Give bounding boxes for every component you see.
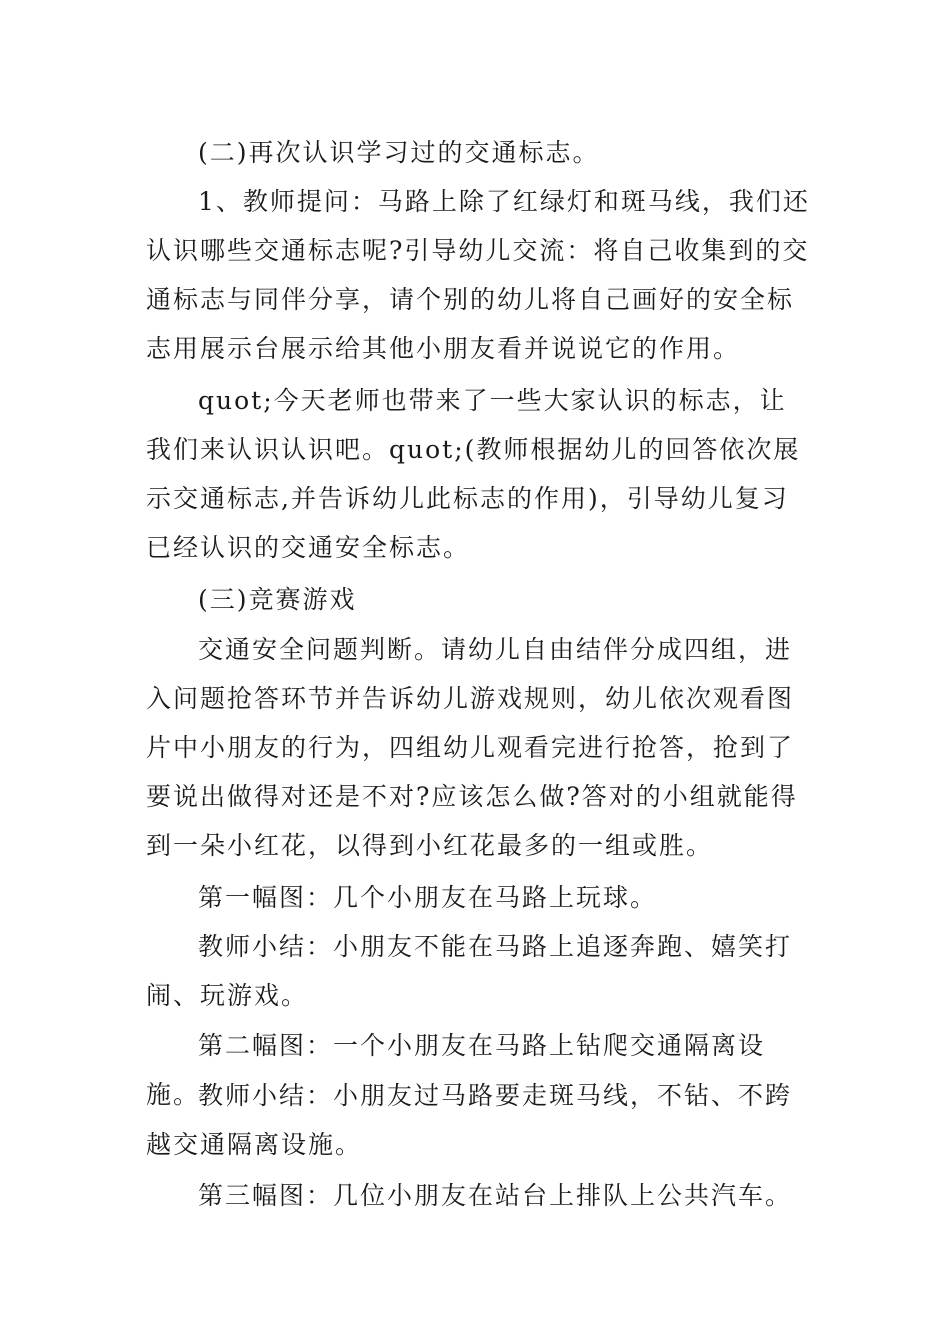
paragraph-summary-2: 教师小结：小朋友过马路要走斑马线，不钻、不跨越交通隔离设施。	[146, 1081, 793, 1159]
section-heading-2: (二)再次认识学习过的交通标志。	[198, 138, 600, 167]
paragraph-game-rules: 交通安全问题判断。请幼儿自由结伴分成四组，进入问题抢答环节并告诉幼儿游戏规则，幼儿依次观看图片中小朋友的行为，四组幼儿观看完进行抢答，抢到了要说出做得对还是不对?应该怎么做?答对的小组就能得到一朵小红花，以得到小红花最多的一组或胜。	[146, 635, 798, 860]
paragraph-picture-2: 第二幅图：一个小朋友在马路上钻爬交通隔离设施。	[146, 1031, 766, 1109]
paragraph-summary-1: 教师小结：小朋友不能在马路上追逐奔跑、嬉笑打闹、玩游戏。	[146, 932, 793, 1010]
paragraph-picture-3: 第三幅图：几位小朋友在站台上排队上公共汽车。	[198, 1181, 793, 1210]
paragraph-teacher-intro: quot;今天老师也带来了一些大家认识的标志，让我们来认识认识吧。quot;(教师根据幼儿的回答依次展示交通标志,并告诉幼儿此标志的作用)，引导幼儿复习已经认识的交通安全标志。	[146, 386, 801, 562]
section-heading-3: (三)竞赛游戏	[198, 585, 357, 614]
paragraph-picture-1: 第一幅图：几个小朋友在马路上玩球。	[198, 883, 658, 912]
paragraph-teacher-question: 1、教师提问：马路上除了红绿灯和斑马线，我们还认识哪些交通标志呢?引导幼儿交流：将自己收集到的交通标志与同伴分享，请个别的幼儿将自己画好的安全标志用展示台展示给其他小朋友看并说说它的作用。	[146, 187, 810, 363]
